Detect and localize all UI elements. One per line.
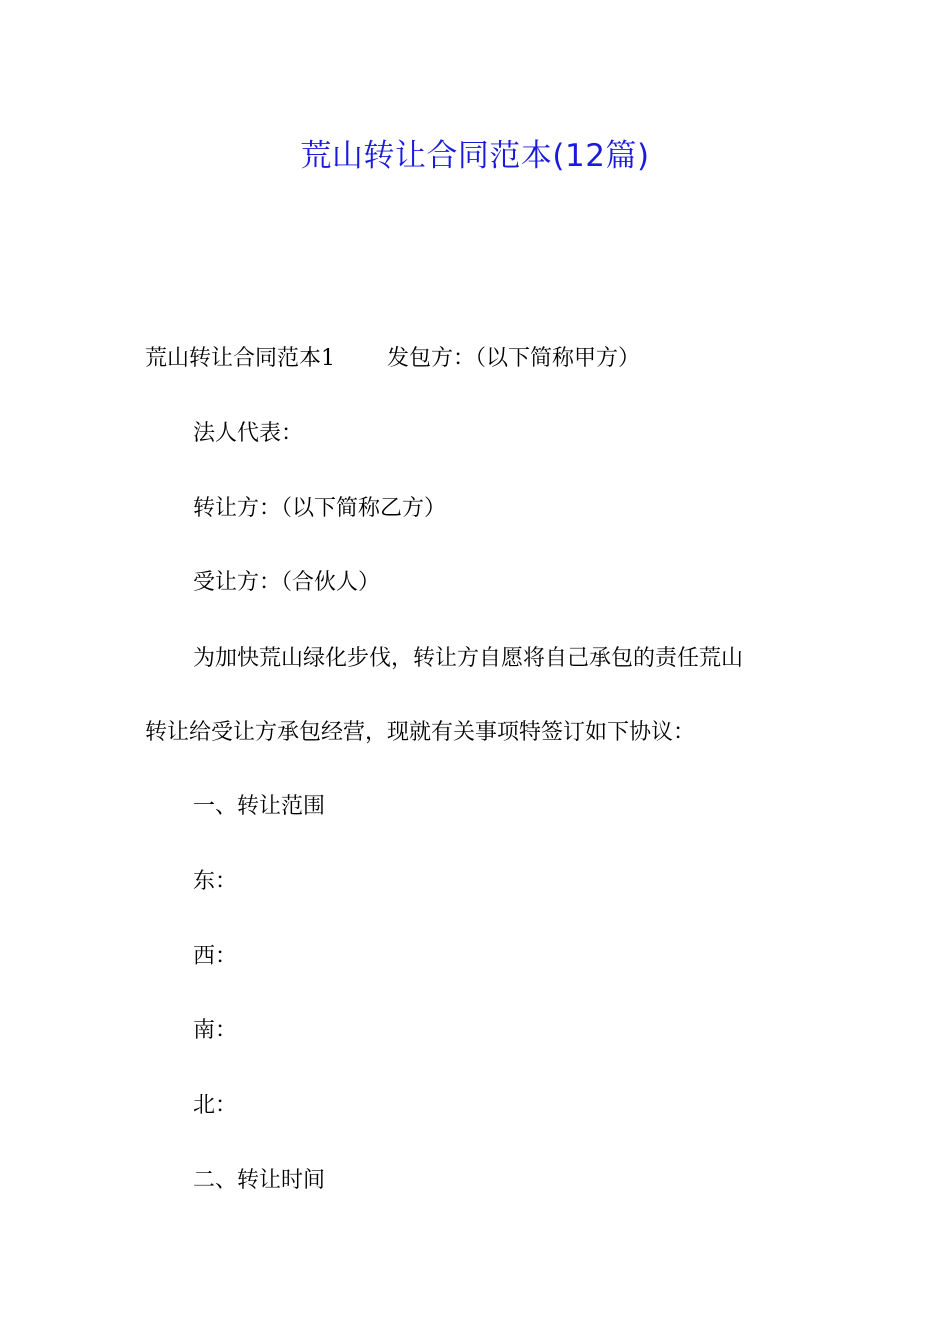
intro-paragraph-line-1: 为加快荒山绿化步伐，转让方自愿将自己承包的责任荒山 [193, 646, 744, 671]
boundary-north: 北： [193, 1093, 238, 1118]
boundary-south: 南： [193, 1018, 238, 1043]
transferor-line: 转让方：（以下简称乙方） [193, 496, 447, 521]
section-heading-1: 一、转让范围 [193, 794, 326, 819]
contract-heading: 荒山转让合同范本1 [145, 346, 335, 371]
section-heading-2: 二、转让时间 [193, 1168, 326, 1193]
document-title: 荒山转让合同范本(12篇) [300, 138, 650, 174]
boundary-west: 西： [193, 944, 238, 969]
legal-rep-line: 法人代表： [193, 421, 304, 446]
boundary-east: 东： [193, 869, 238, 894]
party-a-line: 发包方：（以下简称甲方） [387, 346, 641, 371]
intro-paragraph-line-2: 转让给受让方承包经营，现就有关事项特签订如下协议： [145, 720, 696, 745]
transferee-line: 受让方：（合伙人） [193, 570, 381, 595]
first-line [145, 344, 640, 374]
